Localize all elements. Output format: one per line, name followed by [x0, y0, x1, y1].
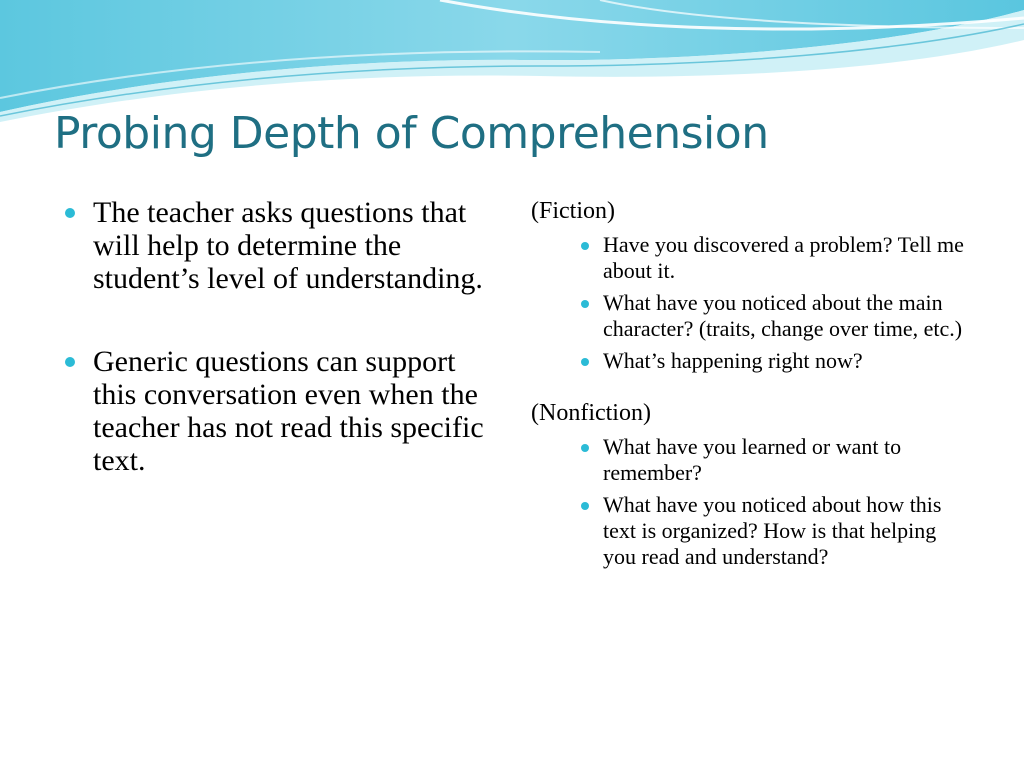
nonfiction-heading: (Nonfiction) — [531, 400, 651, 426]
fiction-question-text: What’s happening right now? — [603, 348, 863, 373]
bullet-dot-icon — [65, 208, 75, 218]
bullet-dot-icon — [581, 502, 589, 510]
main-bullet-text: Generic questions can support this conversation even when the teacher has not read this specific text. — [93, 345, 484, 477]
fiction-question-text: Have you discovered a problem? Tell me about it. — [603, 232, 964, 283]
bullet-dot-icon — [581, 300, 589, 308]
bullet-dot-icon — [65, 357, 75, 367]
fiction-question-list — [577, 232, 971, 374]
fiction-question-text: What have you noticed about the main character? (traits, change over time, etc.) — [603, 290, 963, 341]
main-bullet-list — [62, 196, 502, 477]
fiction-heading: (Fiction) — [531, 198, 615, 224]
fiction-question-item — [577, 348, 971, 374]
question-examples — [531, 197, 971, 570]
main-bullet-item — [62, 196, 502, 295]
bullet-dot-icon — [581, 358, 589, 366]
nonfiction-question-item — [577, 492, 971, 570]
nonfiction-question-text: What have you learned or want to remember? — [603, 434, 902, 485]
nonfiction-question-item — [577, 434, 971, 486]
fiction-question-item — [577, 232, 971, 284]
nonfiction-question-list — [577, 434, 971, 570]
fiction-question-item — [577, 290, 971, 342]
main-bullet-item — [62, 345, 502, 477]
main-bullet-text: The teacher asks questions that will help to determine the student’s level of understanding. — [93, 196, 483, 295]
slide-title: Probing Depth of Comprehension — [54, 108, 769, 159]
bullet-dot-icon — [581, 444, 589, 452]
bullet-dot-icon — [581, 242, 589, 250]
nonfiction-question-text: What have you noticed about how this text is organized? How is that helping you read and understand? — [603, 492, 942, 569]
